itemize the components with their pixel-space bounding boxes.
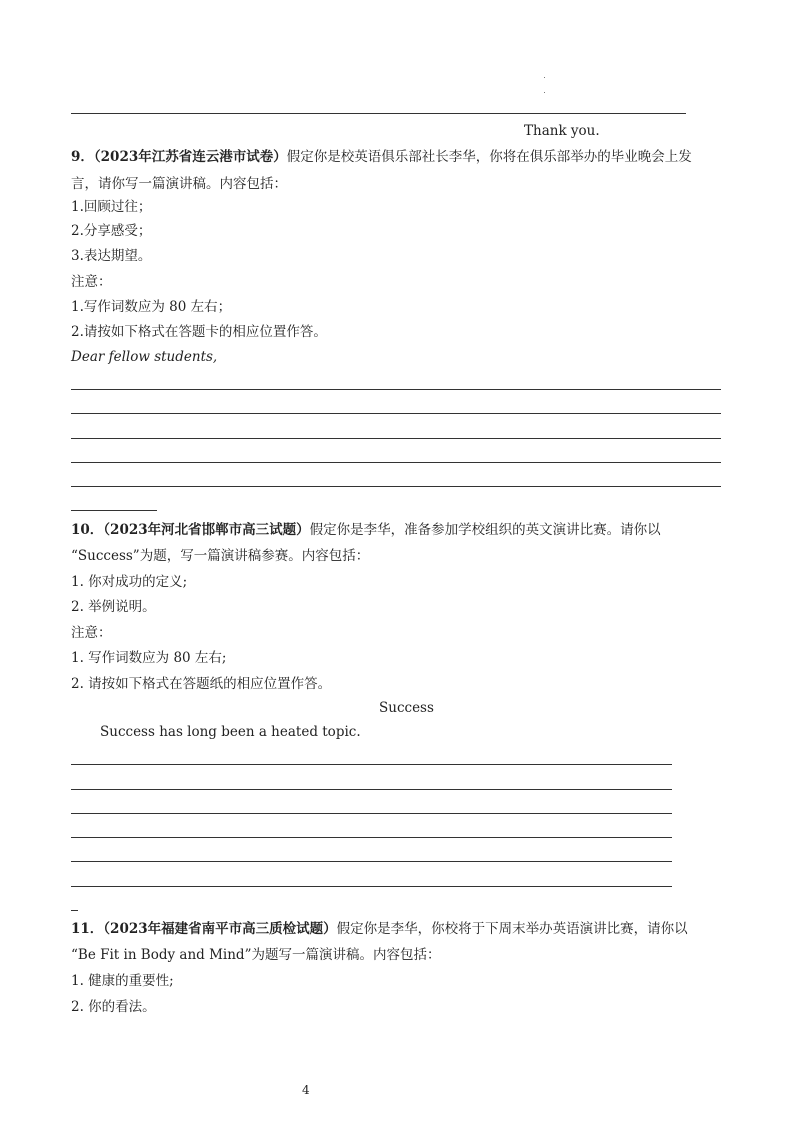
q9-note-2: 2.请按如下格式在答题卡的相应位置作答。 [71, 324, 327, 340]
q10-note-2: 2. 请按如下格式在答题纸的相应位置作答。 [71, 676, 332, 692]
q11-prompt-line1 [71, 920, 688, 938]
q9-prompt-text: 假定你是校英语俱乐部社长李华，你将在俱乐部举办的毕业晚会上发 [286, 149, 692, 165]
answer-line [71, 438, 721, 439]
q10-note-label: 注意： [71, 625, 112, 641]
q10-item-2: 2. 举例说明。 [71, 599, 156, 615]
answer-line [71, 886, 672, 887]
q9-salutation: Dear fellow students, [71, 349, 218, 365]
q11-number: 11． [71, 921, 104, 937]
q10-prompt-line1 [71, 521, 661, 539]
q10-prompt-text: 假定你是李华，准备参加学校组织的英文演讲比赛。请你以 [309, 522, 661, 538]
q9-note-label: 注意： [71, 274, 112, 290]
q9-item-2: 2.分享感受； [71, 223, 152, 239]
q10-number: 10． [71, 522, 104, 538]
answer-line-short [71, 510, 157, 511]
q11-prompt-line2: “Be Fit in Body and Mind”为题写一篇演讲稿。内容包括： [71, 947, 441, 963]
q10-prompt-line2: “Success”为题，写一篇演讲稿参赛。内容包括： [71, 548, 370, 564]
q11-item-1: 1. 健康的重要性; [71, 973, 174, 989]
page-number: 4 [302, 1083, 310, 1097]
answer-line [71, 486, 721, 487]
answer-line-short [71, 910, 78, 911]
answer-line [71, 764, 672, 765]
answer-line [71, 389, 721, 390]
q9-source: （2023年江苏省连云港市试卷） [93, 149, 287, 165]
mark-dot [544, 77, 545, 78]
answer-line [71, 813, 672, 814]
answer-line [71, 113, 686, 114]
answer-line [71, 837, 672, 838]
q10-note-1: 1. 写作词数应为 80 左右; [71, 650, 227, 666]
q9-item-1: 1.回顾过往； [71, 199, 152, 215]
q10-item-1: 1. 你对成功的定义; [71, 574, 188, 590]
q9-note-1: 1.写作词数应为 80 左右； [71, 299, 232, 315]
mark-dot [544, 92, 545, 93]
q9-item-3: 3.表达期望。 [71, 248, 152, 264]
q11-prompt-text: 假定你是李华，你校将于下周末举办英语演讲比赛，请你以 [336, 921, 688, 937]
sign-off: Thank you. [524, 123, 600, 139]
answer-line [71, 462, 721, 463]
q9-number: 9． [71, 149, 94, 165]
q11-source: （2023年福建省南平市高三质检试题） [103, 921, 337, 937]
q11-item-2: 2. 你的看法。 [71, 999, 156, 1015]
answer-line [71, 861, 672, 862]
answer-line [71, 789, 672, 790]
q9-prompt-line2: 言，请你写一篇演讲稿。内容包括： [71, 176, 287, 192]
q10-essay-title: Success [379, 700, 434, 716]
answer-line [71, 413, 721, 414]
q10-opening-sentence: Success has long been a heated topic. [100, 724, 361, 740]
q10-source: （2023年河北省邯郸市高三试题） [103, 522, 310, 538]
q9-prompt-line1 [71, 148, 692, 166]
